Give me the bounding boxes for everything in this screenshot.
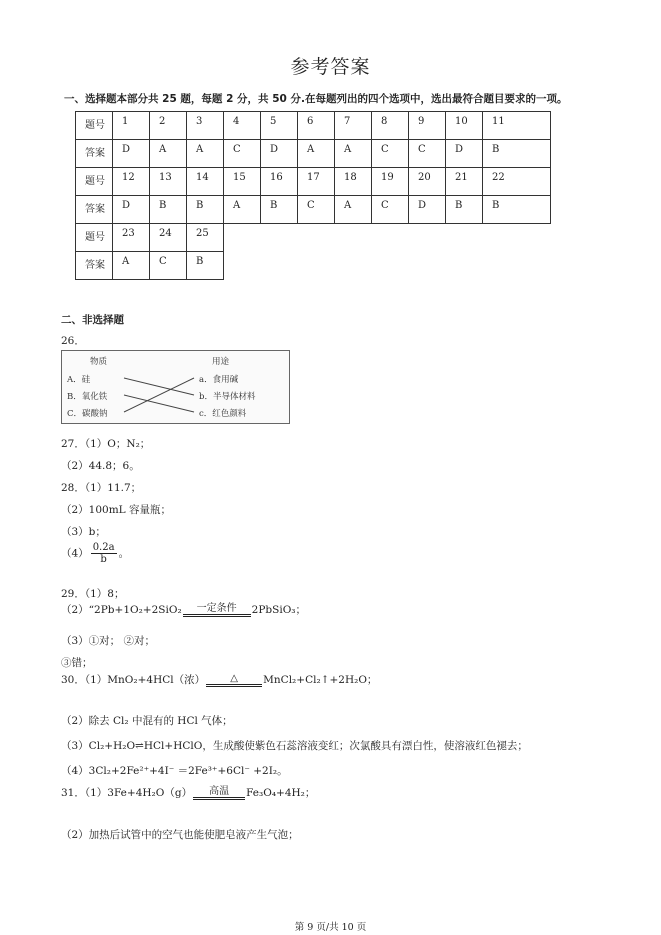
table-cell: 14: [187, 168, 224, 196]
q26-right-item: a．食用碱: [199, 375, 239, 385]
match-line-a: [124, 378, 194, 395]
table-cell: 25: [187, 224, 224, 252]
q29-line3: （3）①对； ②对；: [61, 635, 156, 647]
empty-cell: [483, 224, 551, 252]
q26-right-item: b．半导体材料: [199, 392, 256, 402]
q29-eq-left: （2）“2Pb+1O₂+2SiO₂: [61, 604, 182, 616]
answer-row: [76, 140, 551, 168]
fraction-denominator: b: [100, 554, 107, 565]
section-2-heading: 二、非选择题: [61, 314, 124, 326]
double-bar: [193, 797, 245, 800]
q27-line2: （2）44.8；6。: [61, 460, 140, 472]
empty-cell: [446, 224, 483, 252]
q26-match-lines: [62, 351, 291, 425]
table-cell: 8: [372, 112, 409, 140]
table-cell: A: [335, 196, 372, 224]
empty-cell: [372, 224, 409, 252]
fraction-numerator: 0.2a: [92, 542, 115, 553]
row-label-cell: 答案: [76, 252, 113, 280]
table-cell: 24: [150, 224, 187, 252]
answer-row: [76, 196, 551, 224]
question-number-row: [76, 112, 551, 140]
table-cell: 16: [261, 168, 298, 196]
q27-line1: 27．（1）O；N₂；: [61, 438, 151, 450]
row-label-cell: 答案: [76, 140, 113, 168]
q28-line4-suffix: 。: [118, 547, 130, 560]
table-cell: 9: [409, 112, 446, 140]
match-line-c: [124, 378, 194, 412]
table-cell: 3: [187, 112, 224, 140]
row-label-cell: 题号: [76, 168, 113, 196]
empty-cell: [261, 224, 298, 252]
q30-line1: [61, 672, 377, 687]
match-line-b: [124, 395, 194, 412]
empty-cell: [298, 224, 335, 252]
table-cell: 22: [483, 168, 551, 196]
section-1-heading: 一、选择题本部分共 25 题，每题 2 分，共 50 分.在每题列出的四个选项中，选出最符合题目要求的一项。: [64, 93, 568, 105]
q28-line4-prefix: （4）: [61, 547, 89, 560]
table-cell: B: [187, 252, 224, 280]
q29-line4: ③错；: [61, 657, 93, 669]
table-cell: 6: [298, 112, 335, 140]
table-cell: C: [150, 252, 187, 280]
table-cell: 1: [113, 112, 150, 140]
table-cell: 23: [113, 224, 150, 252]
empty-cell: [446, 252, 483, 280]
q30-line4: （4）3Cl₂+2Fe²⁺+4I⁻ ＝2Fe³⁺+6Cl⁻ +2I₂。: [61, 765, 288, 777]
q26-right-header: 用途: [212, 357, 230, 367]
table-cell: A: [335, 140, 372, 168]
table-cell: A: [150, 140, 187, 168]
page-title: 参考答案: [290, 56, 371, 78]
table-cell: D: [409, 196, 446, 224]
condition-text: 一定条件: [196, 603, 237, 614]
empty-cell: [335, 224, 372, 252]
q28-line3: （3）b；: [61, 526, 106, 538]
answer-table: [75, 111, 551, 280]
empty-cell: [335, 252, 372, 280]
q30-line3: （3）Cl₂+H₂O⇌HCl+HClO，生成酸使紫色石蕊溶液变红；次氯酸具有漂白性，使溶液红色褪去；: [61, 740, 528, 752]
table-cell: A: [113, 252, 150, 280]
q28-line1: 28．（1）11.7；: [61, 482, 142, 494]
table-cell: C: [224, 140, 261, 168]
empty-cell: [409, 224, 446, 252]
empty-cell: [224, 224, 261, 252]
page-footer: 第 9 页/共 10 页: [294, 922, 367, 933]
empty-cell: [409, 252, 446, 280]
table-cell: C: [298, 196, 335, 224]
table-cell: B: [150, 196, 187, 224]
question-number-row: [76, 224, 551, 252]
table-cell: D: [446, 140, 483, 168]
q29-eq-right: 2PbSiO₃；: [251, 604, 307, 616]
reaction-condition: [183, 603, 251, 617]
empty-cell: [372, 252, 409, 280]
row-label-cell: 题号: [76, 112, 113, 140]
table-cell: B: [483, 196, 551, 224]
table-cell: 13: [150, 168, 187, 196]
q31-line1: [61, 785, 315, 800]
table-cell: B: [261, 196, 298, 224]
reaction-condition: [206, 673, 262, 687]
q26-left-item: A．硅: [67, 375, 91, 385]
table-cell: 4: [224, 112, 261, 140]
q26-left-item: C．碳酸钠: [67, 409, 108, 419]
table-cell: 19: [372, 168, 409, 196]
q26-matching-figure: [61, 350, 290, 424]
fraction: [91, 542, 117, 565]
table-cell: D: [113, 140, 150, 168]
table-cell: 21: [446, 168, 483, 196]
empty-cell: [483, 252, 551, 280]
condition-text: △: [230, 673, 238, 684]
table-cell: C: [372, 140, 409, 168]
reaction-condition: [193, 786, 245, 800]
table-cell: B: [483, 140, 551, 168]
q30-eq-right: MnCl₂+Cl₂↑+2H₂O；: [263, 674, 378, 686]
table-cell: D: [113, 196, 150, 224]
table-cell: 10: [446, 112, 483, 140]
q26-right-item: c．红色颜料: [199, 409, 247, 419]
table-cell: A: [298, 140, 335, 168]
double-bar: [183, 614, 251, 617]
table-cell: 15: [224, 168, 261, 196]
q30-line2: （2）除去 Cl₂ 中混有的 HCl 气体；: [61, 715, 233, 727]
table-cell: B: [187, 196, 224, 224]
q31-eq-left: 31．（1）3Fe+4H₂O（g）: [61, 787, 193, 799]
q26-left-header: 物质: [90, 357, 108, 367]
empty-cell: [224, 252, 261, 280]
q28-line4: [61, 542, 129, 565]
table-cell: 11: [483, 112, 551, 140]
table-cell: 12: [113, 168, 150, 196]
q29-line1: 29．（1）8；: [61, 588, 125, 600]
table-cell: A: [224, 196, 261, 224]
q29-line2: [61, 602, 306, 617]
table-cell: C: [372, 196, 409, 224]
table-cell: 5: [261, 112, 298, 140]
answer-row: [76, 252, 551, 280]
q26-number: 26．: [61, 335, 85, 347]
condition-text: 高温: [209, 786, 230, 797]
q31-eq-right: Fe₃O₄+4H₂；: [246, 787, 316, 799]
table-cell: A: [187, 140, 224, 168]
q26-left-item: B．氧化铁: [67, 392, 108, 402]
table-cell: B: [446, 196, 483, 224]
empty-cell: [261, 252, 298, 280]
table-cell: 17: [298, 168, 335, 196]
question-number-row: [76, 168, 551, 196]
q31-line2: （2）加热后试管中的空气也能使肥皂液产生气泡；: [61, 829, 299, 841]
q28-line2: （2）100mL 容量瓶；: [61, 504, 171, 516]
table-cell: 20: [409, 168, 446, 196]
row-label-cell: 答案: [76, 196, 113, 224]
double-bar: [206, 684, 262, 687]
q30-eq-left: 30．（1）MnO₂+4HCl（浓）: [61, 674, 206, 686]
table-cell: 7: [335, 112, 372, 140]
table-cell: C: [409, 140, 446, 168]
empty-cell: [298, 252, 335, 280]
table-cell: 18: [335, 168, 372, 196]
row-label-cell: 题号: [76, 224, 113, 252]
table-cell: D: [261, 140, 298, 168]
table-cell: 2: [150, 112, 187, 140]
